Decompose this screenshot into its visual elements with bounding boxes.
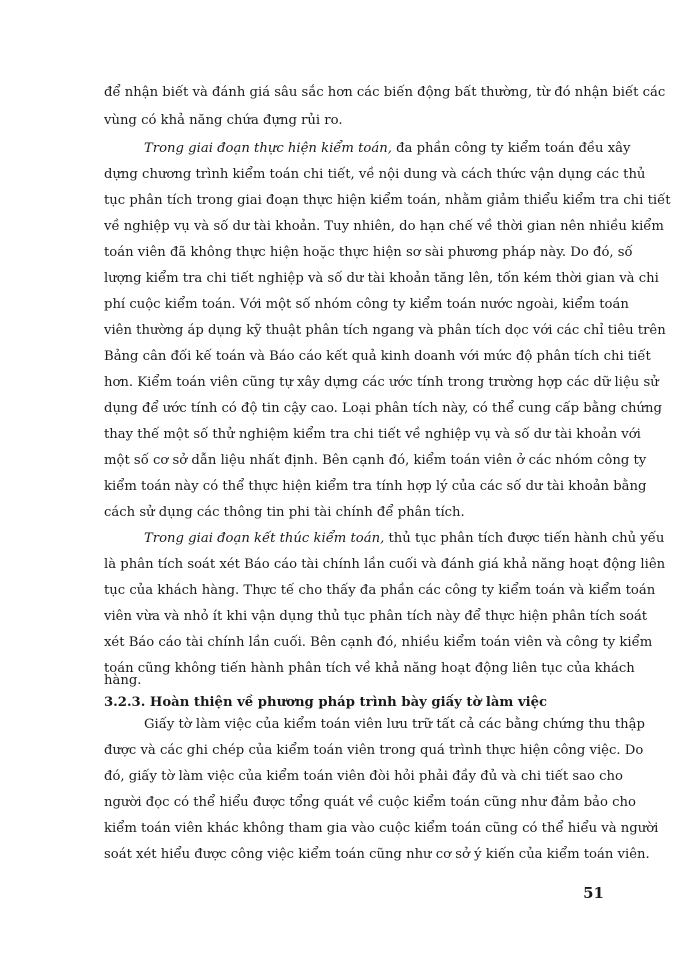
body-text-line: vùng có khả năng chứa đựng rủi ro. bbox=[104, 113, 343, 128]
body-text-line: được và các ghi chép của kiểm toán viên trong quá trình thực hiện công việc. Do bbox=[104, 743, 644, 758]
body-text-line: để nhận biết và đánh giá sâu sắc hơn các biến động bất thường, từ đó nhận biết các bbox=[104, 85, 666, 100]
body-text-line: phí cuộc kiểm toán. Với một số nhóm công ty kiểm toán nước ngoài, kiểm toán bbox=[104, 297, 629, 312]
section-heading: 3.2.3. Hoàn thiện về phương pháp trình bày giấy tờ làm việc bbox=[104, 695, 548, 710]
body-text-line: tục phân tích trong giai đoạn thực hiện kiểm toán, nhằm giảm thiểu kiểm tra chi tiết bbox=[104, 193, 671, 208]
body-text-line: hơn. Kiểm toán viên cũng tự xây dựng các ước tính trong trường hợp các dữ liệu sử bbox=[104, 375, 659, 390]
body-text-line: một số cơ sở dẫn liệu nhất định. Bên cạnh đó, kiểm toán viên ở các nhóm công ty bbox=[104, 453, 647, 468]
body-text-line: tục của khách hàng. Thực tế cho thấy đa phần các công ty kiểm toán và kiểm toán bbox=[104, 583, 656, 598]
body-text-segment: thủ tục phân tích được tiến hành chủ yếu bbox=[384, 531, 665, 546]
body-text-segment: đa phần công ty kiểm toán đều xây bbox=[391, 141, 631, 156]
body-text-line: người đọc có thể hiểu được tổng quát về cuộc kiểm toán cũng như đảm bảo cho bbox=[104, 795, 636, 810]
body-text-line: đó, giấy tờ làm việc của kiểm toán viên đòi hỏi phải đầy đủ và chi tiết sao cho bbox=[104, 769, 623, 784]
body-text-line: hàng. bbox=[104, 673, 142, 688]
body-text-line: kiểm toán này có thể thực hiện kiểm tra tính hợp lý của các số dư tài khoản bằng bbox=[104, 479, 647, 494]
body-text-line: toán viên đã không thực hiện hoặc thực hiện sơ sài phương pháp này. Do đó, số bbox=[104, 245, 633, 260]
body-text-line: Bảng cân đối kế toán và Báo cáo kết quả kinh doanh với mức độ phân tích chi tiết bbox=[104, 349, 651, 364]
body-text-line: soát xét hiểu được công việc kiểm toán cũng như cơ sở ý kiến của kiểm toán viên. bbox=[104, 847, 650, 862]
body-text-line: về nghiệp vụ và số dư tài khoản. Tuy nhiên, do hạn chế về thời gian nên nhiều kiểm bbox=[104, 219, 664, 234]
italic-lead: Trong giai đoạn thực hiện kiểm toán, bbox=[144, 141, 392, 156]
body-text-line: dựng chương trình kiểm toán chi tiết, về nội dung và cách thức vận dụng các thủ bbox=[104, 167, 646, 182]
body-text-line: viên thường áp dụng kỹ thuật phân tích ngang và phân tích dọc với các chỉ tiêu trên bbox=[104, 323, 666, 338]
italic-lead: Trong giai đoạn kết thúc kiểm toán, bbox=[144, 531, 385, 546]
body-text-line: xét Báo cáo tài chính lần cuối. Bên cạnh đó, nhiều kiểm toán viên và công ty kiểm bbox=[104, 635, 653, 650]
body-text-line: lượng kiểm tra chi tiết nghiệp và số dư tài khoản tăng lên, tốn kém thời gian và chi bbox=[104, 271, 659, 286]
page-number: 51 bbox=[583, 884, 604, 902]
body-text-line: cách sử dụng các thông tin phi tài chính để phân tích. bbox=[104, 505, 465, 520]
paragraph-first-line: Giấy tờ làm việc của kiểm toán viên lưu trữ tất cả các bằng chứng thu thập bbox=[144, 717, 645, 732]
paragraph-first-line bbox=[144, 140, 631, 158]
body-text-line: viên vừa và nhỏ ít khi vận dụng thủ tục phân tích này để thực hiện phân tích soát bbox=[104, 609, 648, 624]
body-text-line: dụng để ước tính có độ tin cậy cao. Loại phân tích này, có thể cung cấp bằng chứng bbox=[104, 401, 662, 416]
paragraph-first-line bbox=[144, 530, 665, 548]
body-text-line: kiểm toán viên khác không tham gia vào cuộc kiểm toán cũng có thể hiểu và người bbox=[104, 821, 659, 836]
body-text-line: thay thế một số thử nghiệm kiểm tra chi tiết về nghiệp vụ và số dư tài khoản với bbox=[104, 427, 641, 442]
body-text-line: toán cũng không tiến hành phân tích về khả năng hoạt động liên tục của khách bbox=[104, 661, 635, 676]
body-text-line: là phân tích soát xét Báo cáo tài chính lần cuối và đánh giá khả năng hoạt động liên bbox=[104, 557, 666, 572]
